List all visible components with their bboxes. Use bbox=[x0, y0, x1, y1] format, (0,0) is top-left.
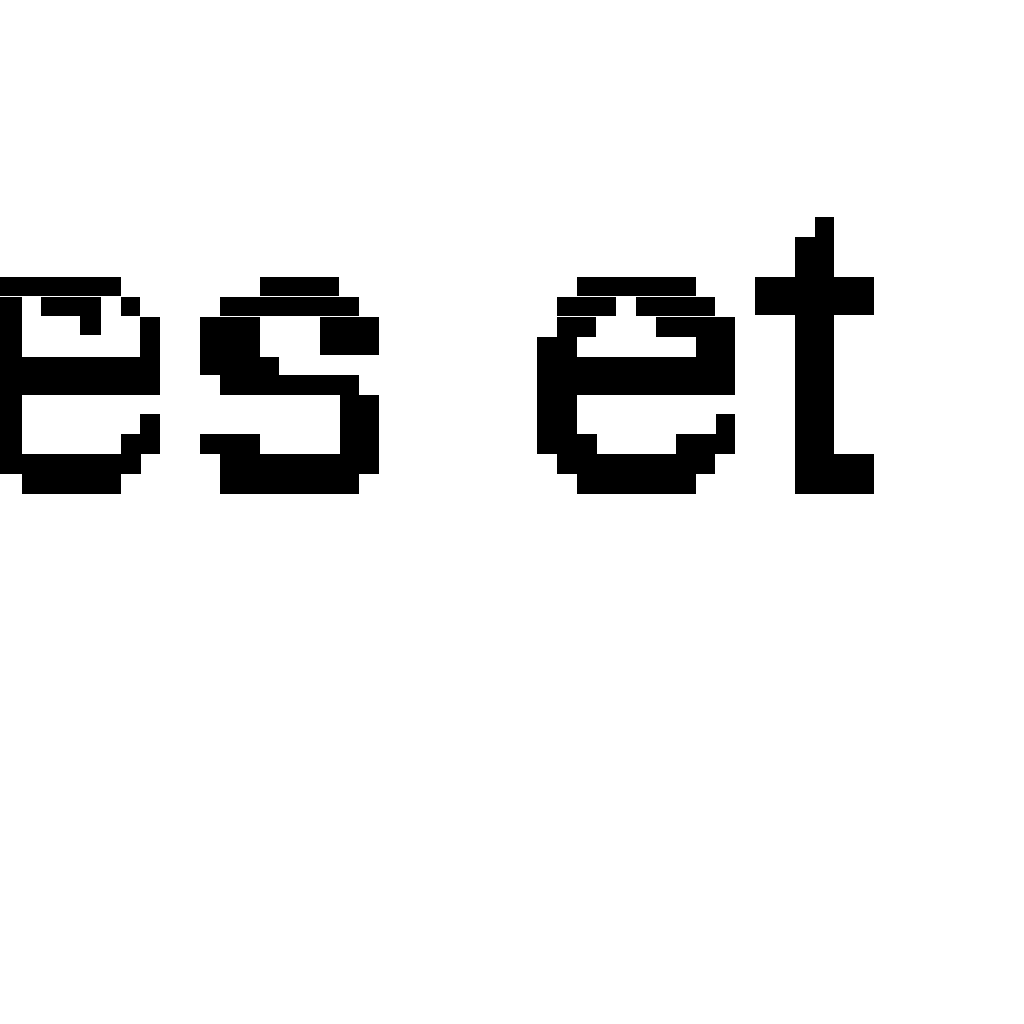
glyph-s bbox=[200, 277, 379, 494]
glyph-e-2 bbox=[537, 277, 735, 494]
glyph-e-1 bbox=[0, 277, 160, 494]
glyph-t bbox=[755, 217, 874, 494]
